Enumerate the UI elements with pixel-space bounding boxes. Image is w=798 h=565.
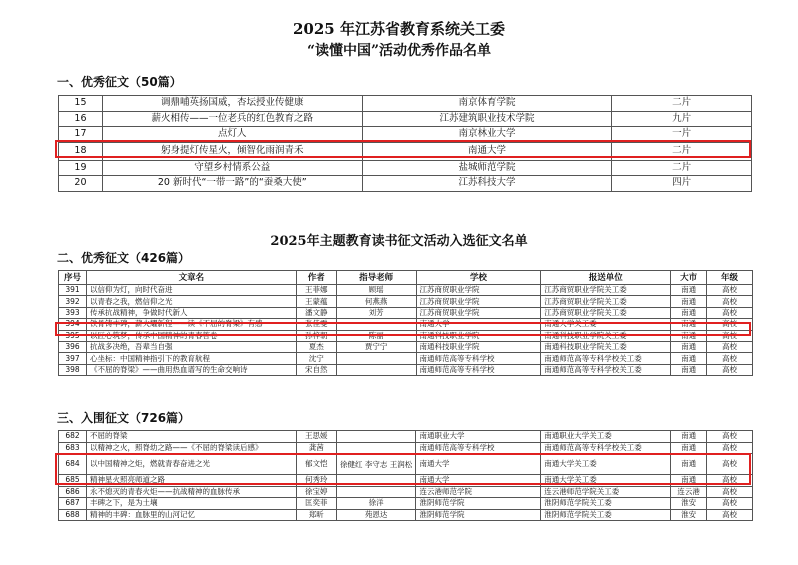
row-number: 686: [59, 486, 87, 498]
author: 龚茜: [296, 442, 336, 454]
school-name: 南通师范高等专科学校: [416, 364, 541, 375]
city: 南通: [671, 431, 707, 443]
author: 潘文静: [296, 307, 336, 318]
table-header-row: [59, 271, 753, 285]
table-row: [59, 160, 752, 176]
instructor: 何燕燕: [336, 296, 416, 307]
article-title: 以精神之火，照脊幼之路——《不屈的脊梁读后感》: [86, 442, 296, 454]
article-title: 守望乡村情系公益: [102, 160, 362, 176]
table-row: [59, 475, 753, 487]
row-number: 392: [59, 296, 87, 307]
instructor: [336, 442, 416, 454]
school-name: 盐城师范学院: [362, 160, 612, 176]
instructor: 刘芳: [336, 307, 416, 318]
school-name: 南通科技职业学院: [416, 330, 541, 341]
instructor: 顾瑶: [336, 285, 416, 296]
article-title: 调鼎哺英扬国威，杏坛授业传健康: [102, 96, 362, 112]
table-row: [59, 142, 752, 160]
level: 高校: [707, 341, 753, 352]
submitting-unit: 南通大学关工委: [541, 454, 671, 475]
article-title: 心坐标：中国精神指引下的教育航程: [86, 353, 296, 364]
author: 张佳雯: [296, 319, 336, 330]
level: 高校: [707, 285, 753, 296]
author: 沈宁: [296, 353, 336, 364]
submitting-unit: 南通科技职业学院关工委: [541, 341, 671, 352]
school-name: 南通大学: [416, 319, 541, 330]
row-number: 685: [59, 475, 87, 487]
instructor: [336, 431, 416, 443]
submitting-unit: 南通职业大学关工委: [541, 431, 671, 443]
author: 郁文恺: [296, 454, 336, 475]
city: 淮安: [671, 498, 707, 510]
submitting-unit: 南通科技职业学院关工委: [541, 330, 671, 341]
row-number: 394: [59, 319, 87, 330]
submitting-unit: 南通师范高等专科学校关工委: [541, 353, 671, 364]
table-row: [59, 353, 753, 364]
region-group: 一片: [612, 127, 752, 143]
school-name: 江苏商贸职业学院: [416, 296, 541, 307]
submitting-unit: 淮阴师范学院关工委: [541, 509, 671, 521]
author: 王思媛: [296, 431, 336, 443]
school-name: 江苏科技大学: [362, 176, 612, 192]
school-name: 江苏建筑职业技术学院: [362, 111, 612, 127]
city: 南通: [671, 442, 707, 454]
doc2-section3-label: 三、入围征文（726篇）: [57, 411, 191, 425]
row-number: 682: [59, 431, 87, 443]
region-group: 九片: [612, 111, 752, 127]
row-number: 17: [59, 127, 103, 143]
submitting-unit: 江苏商贸职业学院关工委: [541, 307, 671, 318]
school-name: 江苏商贸职业学院: [416, 307, 541, 318]
row-number: 396: [59, 341, 87, 352]
table-row: [59, 296, 753, 307]
article-title: 精神星火照亮师道之路: [86, 475, 296, 487]
header-school: 学校: [416, 271, 541, 285]
level: 高校: [707, 431, 753, 443]
instructor: 苑恩达: [336, 509, 416, 521]
level: 高校: [707, 307, 753, 318]
row-number: 391: [59, 285, 87, 296]
article-title: 《不屈的脊梁》——曲用热血谱写的生命交响诗: [86, 364, 296, 375]
row-number: 393: [59, 307, 87, 318]
row-number: 19: [59, 160, 103, 176]
article-title: 丰碑之下，是为土壤: [86, 498, 296, 510]
table-row: [59, 176, 752, 192]
header-title: 文章名: [86, 271, 296, 285]
table-row: [59, 330, 753, 341]
doc1-title-line1: 2025 年江苏省教育系统关工委: [293, 20, 505, 38]
level: 高校: [707, 475, 753, 487]
school-name: 南通大学: [416, 475, 541, 487]
school-name: 南通师范高等专科学校: [416, 442, 541, 454]
doc2-title: 2025年主题教育读书征文活动入选征文名单: [270, 234, 528, 249]
city: 南通: [671, 296, 707, 307]
submitting-unit: 江苏商贸职业学院关工委: [541, 296, 671, 307]
header-author: 作者: [296, 271, 336, 285]
header-level: 年级: [707, 271, 753, 285]
author: 郑昕: [296, 509, 336, 521]
city: 南通: [671, 319, 707, 330]
table-row: [59, 307, 753, 318]
author: 匡奕菲: [296, 498, 336, 510]
school-name: 南通大学: [362, 142, 612, 160]
region-group: 二片: [612, 142, 752, 160]
instructor: [336, 364, 416, 375]
city: 南通: [671, 341, 707, 352]
level: 高校: [707, 353, 753, 364]
instructor: [336, 353, 416, 364]
row-number: 687: [59, 498, 87, 510]
city: 连云港: [671, 486, 707, 498]
submitting-unit: 南通师范高等专科学校关工委: [541, 442, 671, 454]
school-name: 南京体育学院: [362, 96, 612, 112]
school-name: 江苏商贸职业学院: [416, 285, 541, 296]
header-teacher: 指导老师: [336, 271, 416, 285]
table-row: [59, 364, 753, 375]
city: 南通: [671, 330, 707, 341]
table-row: [59, 285, 753, 296]
table-row: [59, 111, 752, 127]
table-row: [59, 341, 753, 352]
school-name: 连云港师范学院: [416, 486, 541, 498]
author: 孙梓朝: [296, 330, 336, 341]
school-name: 淮阴师范学院: [416, 509, 541, 521]
row-number: 395: [59, 330, 87, 341]
submitting-unit: 南通师范高等专科学校关工委: [541, 364, 671, 375]
instructor: 徐洋: [336, 498, 416, 510]
instructor: [336, 475, 416, 487]
article-title: 抗战多决绝，吾辈当自强: [86, 341, 296, 352]
region-group: 二片: [612, 96, 752, 112]
submitting-unit: 南通大学关工委: [541, 475, 671, 487]
article-title: 精神的丰碑：血脉里的山河记忆: [86, 509, 296, 521]
level: 高校: [707, 364, 753, 375]
table-row: [59, 96, 752, 112]
region-group: 四片: [612, 176, 752, 192]
article-title: 点灯人: [102, 127, 362, 143]
region-group: 二片: [612, 160, 752, 176]
table-row: [59, 454, 753, 475]
level: 高校: [707, 442, 753, 454]
doc2-excellent-table: [58, 270, 753, 376]
school-name: 南通职业大学: [416, 431, 541, 443]
school-name: 南通科技职业学院: [416, 341, 541, 352]
level: 高校: [707, 498, 753, 510]
school-name: 淮阴师范学院: [416, 498, 541, 510]
header-city: 大市: [671, 271, 707, 285]
row-number: 18: [59, 142, 103, 160]
author: 王菲娜: [296, 285, 336, 296]
row-number: 397: [59, 353, 87, 364]
submitting-unit: 淮阴师范学院关工委: [541, 498, 671, 510]
article-title: 以匠心筑梦，传承中国精神的青春答卷: [86, 330, 296, 341]
article-title: 以中国精神之炬，燃就青春奋进之光: [86, 454, 296, 475]
level: 高校: [707, 296, 753, 307]
table-row: [59, 509, 753, 521]
author: 宋自然: [296, 364, 336, 375]
doc1-section-label: 一、优秀征文（50篇）: [57, 75, 182, 89]
table-row: [59, 319, 753, 330]
instructor: [336, 486, 416, 498]
school-name: 南通大学: [416, 454, 541, 475]
article-title: 不屈的脊梁: [86, 431, 296, 443]
header-no: 序号: [59, 271, 87, 285]
table-row: [59, 431, 753, 443]
level: 高校: [707, 330, 753, 341]
article-title: 20 新时代“一带一路”的“蚕桑大使”: [102, 176, 362, 192]
instructor: [336, 319, 416, 330]
instructor: 贾宁宁: [336, 341, 416, 352]
table-row: [59, 127, 752, 143]
table-row: [59, 442, 753, 454]
city: 南通: [671, 454, 707, 475]
row-number: 20: [59, 176, 103, 192]
city: 淮安: [671, 509, 707, 521]
school-name: 南通师范高等专科学校: [416, 353, 541, 364]
city: 南通: [671, 285, 707, 296]
table-row: [59, 486, 753, 498]
article-title: 永不熄灭的青春火炬——抗战精神的血脉传承: [86, 486, 296, 498]
instructor: 徐健红 李守志 王润松: [336, 454, 416, 475]
table-row: [59, 498, 753, 510]
article-title: 传承抗战精神，争做时代新人: [86, 307, 296, 318]
row-number: 688: [59, 509, 87, 521]
instructor: 陈丽: [336, 330, 416, 341]
row-number: 15: [59, 96, 103, 112]
level: 高校: [707, 509, 753, 521]
author: 徐宝婷: [296, 486, 336, 498]
row-number: 684: [59, 454, 87, 475]
city: 南通: [671, 364, 707, 375]
submitting-unit: 连云港师范学院关工委: [541, 486, 671, 498]
doc2-section2-label: 二、优秀征文（426篇）: [57, 251, 191, 265]
level: 高校: [707, 486, 753, 498]
author: 王蒙蕴: [296, 296, 336, 307]
article-title: 薪火相传——一位老兵的红色教育之路: [102, 111, 362, 127]
article-title: 铁骨铸丰碑，薪火耀新程——读《不屈的脊梁》有感: [86, 319, 296, 330]
row-number: 683: [59, 442, 87, 454]
doc2-shortlist-table: [58, 430, 753, 521]
doc1-table: [58, 95, 752, 192]
article-title: 以信仰为灯，向时代奋进: [86, 285, 296, 296]
level: 高校: [707, 319, 753, 330]
author: 何秀玲: [296, 475, 336, 487]
row-number: 16: [59, 111, 103, 127]
submitting-unit: 南通大学关工委: [541, 319, 671, 330]
school-name: 南京林业大学: [362, 127, 612, 143]
article-title: 躬身提灯传星火，倾智化雨润青禾: [102, 142, 362, 160]
author: 夏杰: [296, 341, 336, 352]
header-unit: 报送单位: [541, 271, 671, 285]
row-number: 398: [59, 364, 87, 375]
article-title: 以青春之我，燃信仰之光: [86, 296, 296, 307]
submitting-unit: 江苏商贸职业学院关工委: [541, 285, 671, 296]
city: 南通: [671, 475, 707, 487]
city: 南通: [671, 307, 707, 318]
level: 高校: [707, 454, 753, 475]
doc1-title-line2: “读懂中国”活动优秀作品名单: [306, 43, 492, 59]
city: 南通: [671, 353, 707, 364]
